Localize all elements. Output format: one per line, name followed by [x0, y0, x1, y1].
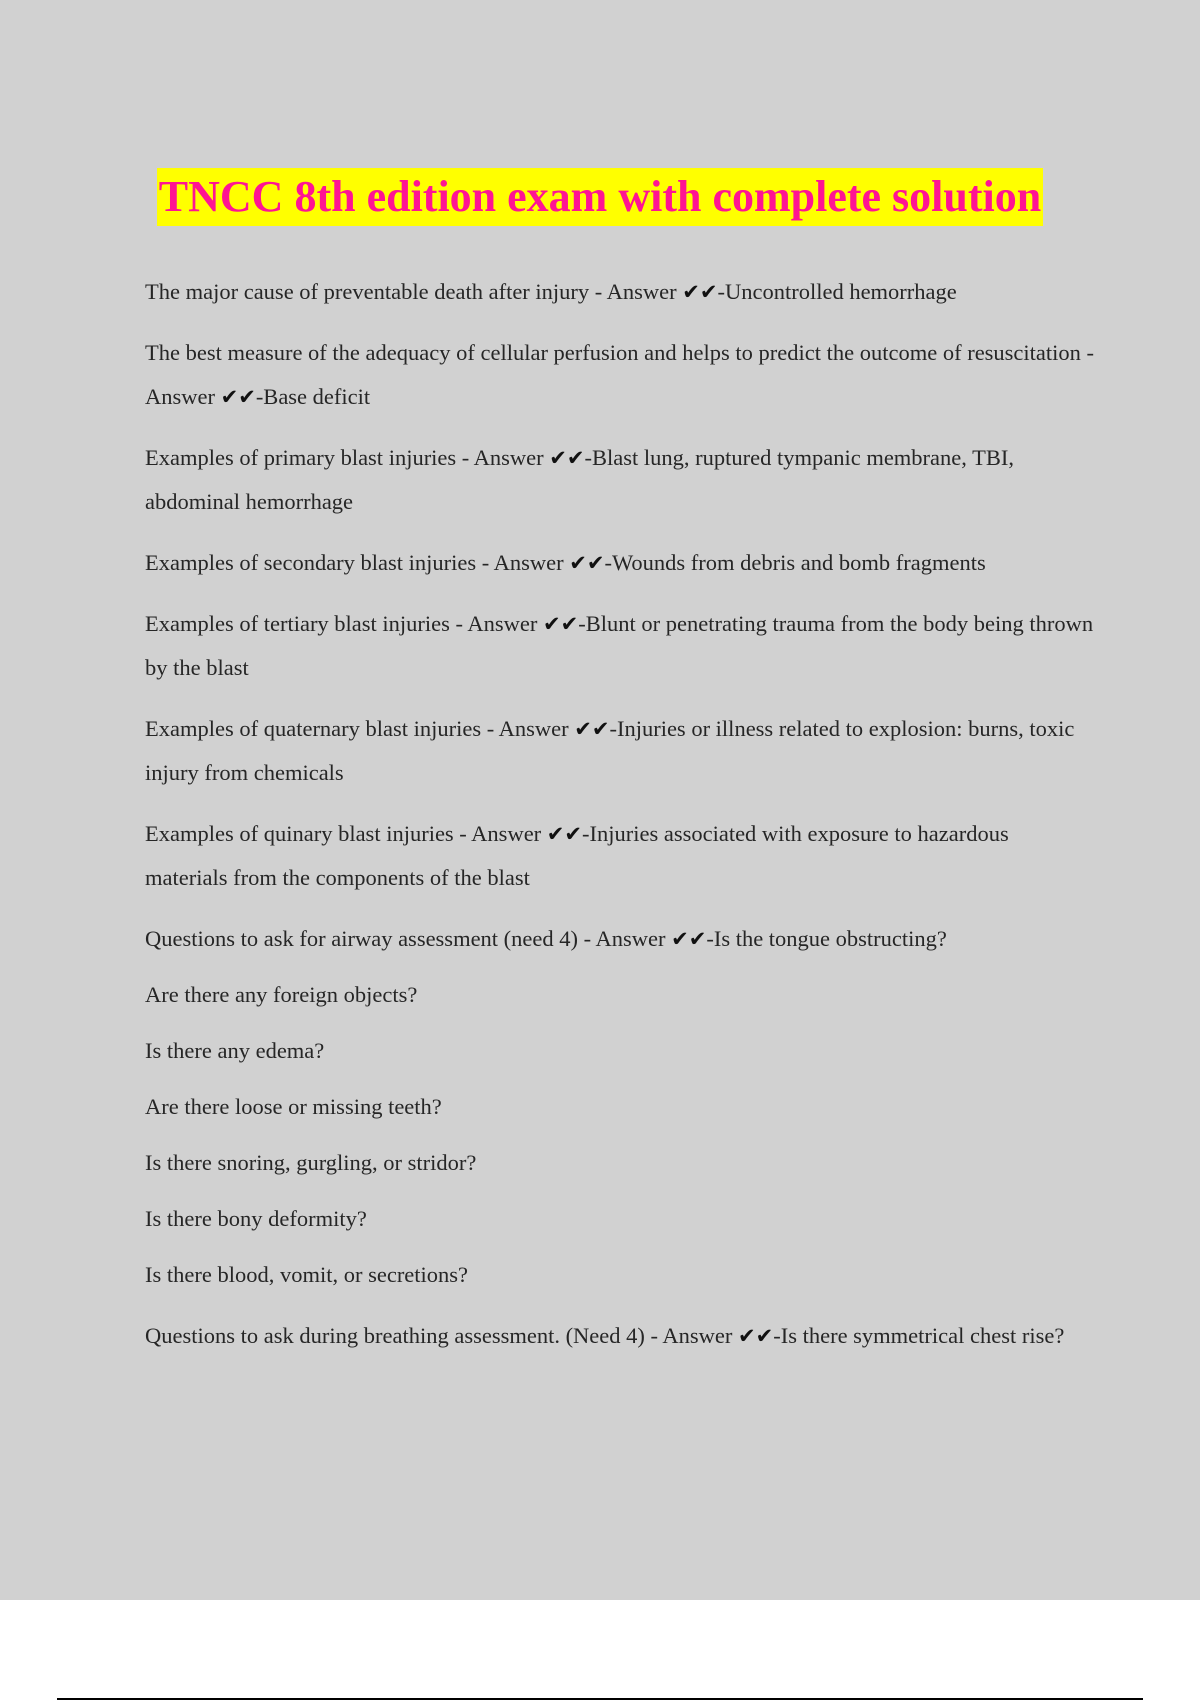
qa-item	[145, 270, 1095, 314]
qa-item	[145, 331, 1095, 419]
airway-question-line: Is there blood, vomit, or secretions?	[145, 1262, 469, 1287]
question-text: Examples of secondary blast injuries - Answer	[145, 550, 570, 575]
qa-content	[145, 270, 1095, 1375]
double-check-icon: ✔✔	[546, 822, 582, 846]
double-check-icon: ✔✔	[220, 385, 256, 409]
question-text: Examples of tertiary blast injuries - Answer	[145, 611, 544, 636]
answer-text: -Is the tongue obstructing?	[706, 926, 947, 951]
answer-text: -Blast lung, ruptured tympanic membrane, TBI, abdominal hemorrhage	[145, 445, 1014, 514]
question-text: Examples of primary blast injuries - Answer	[145, 445, 550, 470]
answer-text: -Uncontrolled hemorrhage	[717, 279, 957, 304]
answer-text: -Base deficit	[255, 384, 371, 409]
question-text: The major cause of preventable death after injury - Answer	[145, 279, 683, 304]
answer-text: -Is there symmetrical chest rise?	[773, 1323, 1065, 1348]
qa-item	[145, 602, 1095, 690]
question-text: Examples of quaternary blast injuries - Answer	[145, 716, 575, 741]
double-check-icon: ✔✔	[738, 1324, 774, 1348]
qa-item	[145, 1314, 1095, 1358]
qa-item	[145, 436, 1095, 524]
double-check-icon: ✔✔	[574, 717, 610, 741]
answer-text: -Injuries associated with exposure to hazardous materials from the components of the blast	[145, 821, 1009, 890]
double-check-icon: ✔✔	[543, 612, 579, 636]
double-check-icon: ✔✔	[549, 446, 585, 470]
double-check-icon: ✔✔	[569, 551, 605, 575]
question-text: The best measure of the adequacy of cellular perfusion and helps to predict the outcome of resuscitation - Answer	[145, 340, 1095, 409]
airway-question-line: Is there any edema?	[145, 1038, 325, 1063]
airway-question-line: Is there bony deformity?	[145, 1206, 367, 1231]
qa-item	[145, 707, 1095, 795]
qa-item	[145, 812, 1095, 900]
double-check-icon: ✔✔	[682, 280, 718, 304]
question-text: Questions to ask for airway assessment (need 4) - Answer	[145, 926, 672, 951]
qa-item	[145, 917, 1095, 961]
document-title: TNCC 8th edition exam with complete solution	[157, 168, 1043, 226]
airway-question-line: Is there snoring, gurgling, or stridor?	[145, 1150, 477, 1175]
answer-text: -Injuries or illness related to explosion: burns, toxic injury from chemicals	[145, 716, 1075, 785]
airway-question-line: Are there any foreign objects?	[145, 982, 418, 1007]
qa-item	[145, 541, 1095, 585]
question-text: Examples of quinary blast injuries - Answer	[145, 821, 547, 846]
double-check-icon: ✔✔	[671, 927, 707, 951]
title-container	[0, 168, 1200, 226]
answer-text: -Blunt or penetrating trauma from the body being thrown by the blast	[145, 611, 1094, 680]
airway-question-line: Are there loose or missing teeth?	[145, 1094, 442, 1119]
question-text: Questions to ask during breathing assessment. (Need 4) - Answer	[145, 1323, 739, 1348]
answer-text: -Wounds from debris and bomb fragments	[604, 550, 986, 575]
